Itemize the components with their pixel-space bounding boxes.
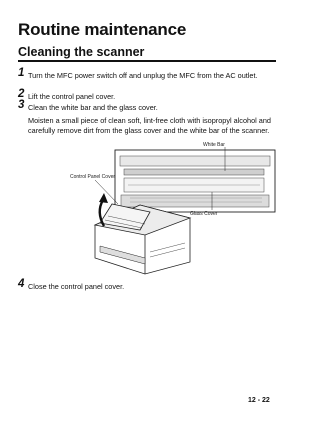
scanner-illustration <box>0 140 300 275</box>
step-4-number: 4 <box>18 278 25 290</box>
step-4-text: Close the control panel cover. <box>28 282 125 291</box>
scanner-inset <box>115 150 275 212</box>
control-panel-cover-label: Control Panel Cover <box>70 174 116 180</box>
step-3-text: Clean the white bar and the glass cover. <box>28 103 158 112</box>
white-bar-label: White Bar <box>203 142 225 148</box>
page-number: 12 - 22 <box>248 397 270 404</box>
step-3-detail: Moisten a small piece of clean soft, lint-free cloth with isopropyl alcohol and carefully remove dirt from the glass cover and the white bar of the scanner. <box>28 116 271 135</box>
step-1-number: 1 <box>18 67 25 79</box>
page-title: Routine maintenance <box>18 20 187 39</box>
section-divider <box>18 60 276 62</box>
step-1-text: Turn the MFC power switch off and unplug the MFC from the AC outlet. <box>28 71 258 80</box>
step-2-text: Lift the control panel cover. <box>28 92 116 101</box>
mfc-machine <box>95 204 190 274</box>
step-2-number: 2 <box>18 88 25 100</box>
section-title: Cleaning the scanner <box>18 45 145 59</box>
lift-arrow-head-icon <box>99 193 108 203</box>
step-3-number: 3 <box>18 99 25 111</box>
glass-cover-label: Glass Cover <box>190 211 218 217</box>
